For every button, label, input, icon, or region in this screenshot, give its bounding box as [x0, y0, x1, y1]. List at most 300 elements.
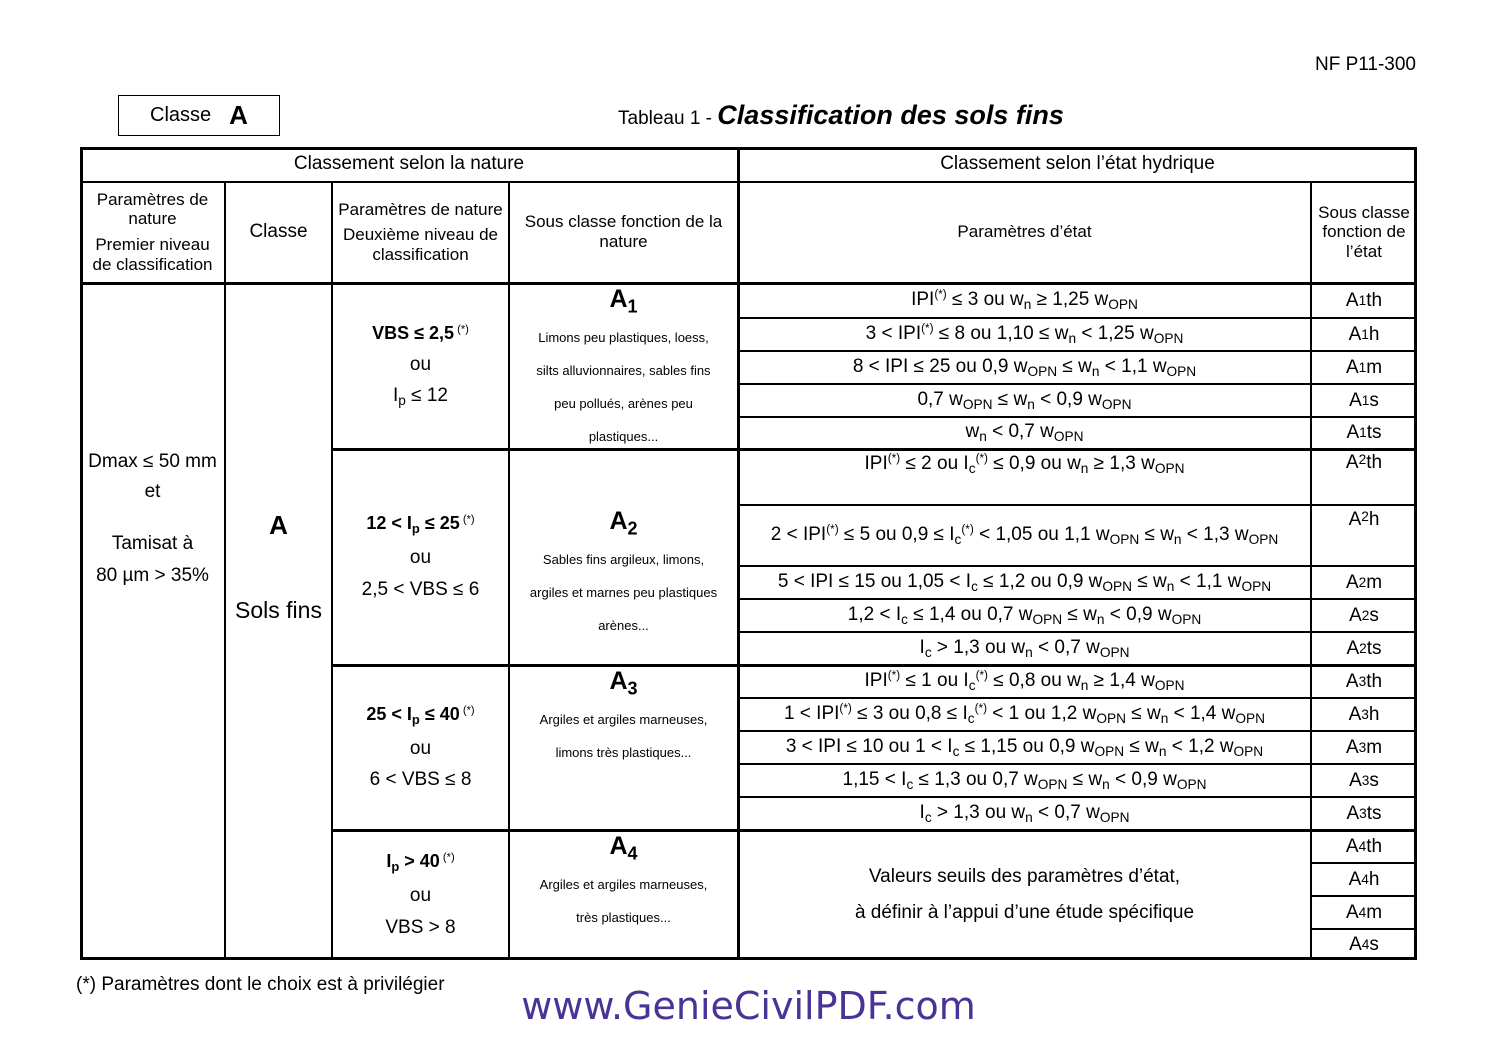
criterion-star: (*)	[454, 323, 469, 336]
state-subclass-index: 2	[1359, 640, 1367, 656]
sous-classe-letter: A	[609, 667, 628, 695]
state-subclass-cell	[1311, 665, 1417, 698]
criterion-main-rest: ≤ 25	[419, 513, 460, 534]
state-subclass-suffix: ts	[1366, 637, 1382, 659]
state-parameter-sup: (*)	[975, 669, 988, 683]
state-parameter-row	[738, 283, 1311, 318]
state-parameter-sup: (*)	[826, 522, 839, 536]
second-level-criteria-1	[332, 283, 509, 449]
sous-classe-nature-2	[509, 449, 738, 665]
state-parameter-text: IPI	[864, 453, 888, 475]
criterion-main	[366, 513, 474, 537]
footnote: (*) Paramètres dont le choix est à privilégier	[76, 974, 445, 995]
state-parameter-text	[865, 669, 1185, 694]
state-parameter-text: w	[965, 421, 980, 443]
col1-title: Paramètres de nature	[96, 189, 209, 229]
criterion-main-text: I	[386, 851, 392, 872]
state-parameter-sub: c	[924, 809, 932, 825]
state-parameter-sub: OPN	[1166, 363, 1197, 379]
criterion-main-sub: p	[391, 859, 400, 875]
state-parameter-text	[771, 522, 1279, 550]
state-subclass-index: 1	[1359, 425, 1367, 441]
state-parameter-sub: OPN	[1153, 331, 1184, 347]
col1-subtitle: Premier niveau de classification	[92, 235, 213, 274]
state-parameter-text: ≤ w	[1057, 355, 1092, 377]
sous-classe-title	[609, 667, 637, 699]
state-parameter-sub: n	[1025, 809, 1033, 825]
sous-classe-nature-3	[509, 665, 738, 830]
state-parameter-sub: OPN	[1096, 711, 1126, 727]
criterion-main	[372, 323, 469, 344]
state-parameter-text: ≥ 1,25 w	[1031, 289, 1109, 311]
state-parameter-text	[848, 604, 1201, 628]
state-parameter-sub: OPN	[1027, 363, 1058, 379]
state-parameter-row	[738, 505, 1311, 566]
state-subclass-suffix: s	[1369, 604, 1379, 626]
state-subclass-suffix: s	[1369, 389, 1379, 411]
sous-classe-index: 4	[627, 843, 638, 864]
state-parameter-sub: OPN	[962, 396, 993, 412]
state-parameter-sub: n	[979, 429, 987, 445]
state-parameter-text	[853, 356, 1196, 380]
state-parameter-text: ≤ 1,15 ou 0,9 w	[959, 735, 1095, 757]
state-parameter-text: ≤ 1 ou I	[900, 670, 969, 692]
state-parameter-text: ≤ 2 ou I	[900, 453, 969, 475]
state-parameter-sub: n	[1027, 396, 1035, 412]
first-level-criteria	[80, 283, 225, 960]
criterion-alt-text: VBS > 8	[385, 916, 456, 938]
col-header-parametres-etat	[738, 181, 1311, 283]
state-subclass-suffix: h	[1368, 323, 1380, 345]
col3-title: Paramètres de nature	[338, 199, 503, 219]
state-parameter-text: < 1,05 ou 1,1 w	[973, 523, 1110, 545]
state-subclass-index: 4	[1358, 904, 1367, 920]
state-parameter-text: ≤ 3 ou w	[946, 289, 1024, 311]
classe-name: Sols fins	[235, 596, 322, 623]
state-parameter-row	[738, 632, 1311, 665]
state-parameter-text	[843, 769, 1207, 793]
state-subclass-cell	[1311, 896, 1417, 929]
state-subclass-letter: A	[1346, 802, 1360, 824]
state-subclass-index: 1	[1361, 392, 1370, 408]
state-parameter-sup: (*)	[961, 522, 974, 536]
state-subclass-index: 3	[1358, 739, 1367, 755]
table-title-text: Classification des sols fins	[717, 100, 1064, 130]
state-subclass-cell	[1311, 797, 1417, 830]
sous-classe-description-line: limons très plastiques...	[555, 745, 692, 761]
state-parameter-text	[920, 802, 1130, 826]
state-parameter-text: 1 < IPI	[783, 703, 840, 725]
state-parameter-sup: (*)	[974, 702, 988, 716]
state-parameter-sup: (*)	[934, 288, 947, 302]
state-subclass-letter: A	[1345, 571, 1359, 593]
sous-classe-index: 2	[627, 518, 638, 539]
sous-classe-title	[609, 285, 637, 317]
sous-classe-letter: A	[609, 507, 628, 535]
criterion-ou: ou	[409, 547, 432, 569]
state-subclass-cell	[1311, 283, 1417, 318]
state-subclass-cell	[1311, 731, 1417, 764]
state-subclass-suffix: m	[1366, 571, 1383, 593]
sous-classe-nature-1	[509, 283, 738, 449]
criterion-alt	[370, 769, 472, 791]
state-parameter-text: I	[919, 801, 925, 823]
sous-classe-letter: A	[609, 832, 628, 860]
state-parameter-text	[866, 322, 1184, 347]
state-subclass-letter: A	[1345, 452, 1359, 473]
state-subclass-index: 2	[1361, 607, 1370, 623]
second-level-criteria-4	[332, 830, 509, 960]
col4-title: Sous classe fonction de la nature	[524, 212, 723, 251]
col-header-sous-classe-etat	[1311, 181, 1417, 283]
criterion-main-sub: p	[411, 711, 420, 727]
criterion-main-rest: ≤ 40	[419, 703, 460, 724]
state-subclass-suffix: s	[1369, 933, 1379, 955]
sous-classe-index: 3	[627, 678, 638, 699]
state-parameter-text: < 0,7 w	[1032, 801, 1100, 823]
state-subclass-index: 4	[1361, 936, 1370, 952]
state-parameter-row	[738, 449, 1311, 505]
col-header-first-level	[80, 181, 225, 283]
state-parameter-sub: c	[968, 678, 976, 694]
norm-reference: NF P11-300	[1314, 54, 1416, 75]
sous-classe-description-line: Argiles et argiles marneuses,	[539, 877, 708, 893]
state-parameter-text: < 0,9 w	[1034, 388, 1102, 410]
state-parameter-text: ≤ w	[1062, 603, 1097, 625]
state-subclass-cell	[1311, 764, 1417, 797]
classe-letter: A	[229, 100, 248, 130]
state-parameter-row	[738, 351, 1311, 384]
state-parameter-sub: c	[901, 611, 908, 627]
state-parameter-row	[738, 384, 1311, 417]
state-subclass-suffix: ts	[1366, 802, 1382, 824]
state-subclass-suffix: h	[1368, 509, 1380, 530]
state-subclass-letter: A	[1349, 769, 1362, 791]
state-subclass-cell	[1311, 505, 1417, 566]
criterion-alt	[385, 917, 455, 939]
state-parameter-sub: n	[1080, 461, 1089, 477]
state-parameter-text: 8 < IPI ≤ 25 ou 0,9 w	[852, 355, 1028, 377]
state-parameter-text: < 1 ou 1,2 w	[987, 703, 1097, 725]
state-subclass-suffix: th	[1366, 289, 1383, 311]
sous-classe-description-line: Argiles et argiles marneuses,	[539, 712, 708, 728]
state-parameter-text: > 1,3 ou w	[931, 801, 1026, 823]
state-parameter-text: ≤ 3 ou 0,8 ≤ I	[851, 703, 968, 725]
col3-subtitle: Deuxième niveau de classification	[343, 225, 498, 264]
state-parameter-text	[778, 571, 1271, 595]
col5-title: Paramètres d’état	[957, 222, 1092, 242]
state-parameter-row	[738, 698, 1311, 731]
state-parameter-text: < 0,7 w	[986, 421, 1054, 443]
sous-classe-letter: A	[609, 285, 628, 313]
criterion-main-rest: > 40	[399, 851, 440, 872]
col6-title: Sous classe fonction de l’état	[1318, 202, 1410, 261]
state-parameter-sub: c	[967, 711, 975, 727]
state-parameter-text: I	[919, 636, 925, 658]
state-parameter-text: ≤ w	[1132, 570, 1167, 592]
criterion-alt-rest: ≤ 12	[405, 385, 448, 407]
state-subclass-index: 1	[1361, 326, 1369, 342]
dmax-criterion: Dmax ≤ 50 mm	[88, 451, 217, 472]
criterion-alt-text: I	[392, 385, 399, 407]
state-subclass-index: 3	[1359, 805, 1367, 821]
state-parameter-text: ≤ w	[1125, 703, 1161, 725]
state-parameter-row	[738, 665, 1311, 698]
state-subclass-suffix: s	[1369, 769, 1379, 791]
state-parameter-sup: (*)	[839, 702, 852, 716]
sous-classe-nature-4	[509, 830, 738, 960]
state-subclass-letter: A	[1348, 703, 1362, 725]
state-subclass-suffix: h	[1368, 703, 1380, 725]
classe-box	[118, 95, 280, 136]
state-subclass-cell	[1311, 632, 1417, 665]
state-parameter-sub: n	[1166, 578, 1175, 594]
state-parameter-sub: n	[1080, 678, 1089, 694]
state-subclass-letter: A	[1348, 509, 1362, 530]
state-parameter-sub: n	[1160, 711, 1169, 727]
state-parameter-text: < 0,9 w	[1109, 768, 1177, 790]
state-subclass-cell	[1311, 417, 1417, 449]
state-subclass-letter: A	[1346, 422, 1360, 444]
state-subclass-suffix: m	[1366, 356, 1383, 378]
state-parameter-text: ≤ w	[992, 388, 1028, 410]
state-parameter-text: ≤ 8 ou 1,10 ≤ w	[933, 323, 1069, 345]
state-parameter-text: 2 < IPI	[770, 523, 827, 545]
state-subclass-letter: A	[1348, 323, 1362, 345]
state-parameter-text	[786, 736, 1263, 760]
state-subclass-index: 4	[1361, 871, 1369, 887]
state-parameter-sub: OPN	[1248, 531, 1279, 547]
state-parameter-sub: n	[1096, 611, 1105, 627]
sous-classe-title	[609, 507, 637, 539]
state-subclass-index: 1	[1358, 359, 1367, 375]
state-parameter-sup: (*)	[887, 452, 901, 465]
state-subclass-suffix: m	[1366, 736, 1383, 758]
state-parameter-text: ≥ 1,3 w	[1088, 453, 1155, 475]
state-subclass-letter: A	[1345, 670, 1359, 692]
state-subclass-letter: A	[1346, 637, 1360, 659]
state-subclass-cell	[1311, 863, 1417, 896]
state-parameter-sub: OPN	[1233, 743, 1264, 759]
criterion-main-text: 12 < I	[366, 513, 412, 534]
state-parameter-sub: OPN	[1032, 611, 1063, 627]
tamisat-criterion: Tamisat à	[111, 532, 194, 554]
state-parameter-text: < 1,25 w	[1076, 323, 1154, 345]
state-parameter-text: < 1,4 w	[1168, 703, 1236, 725]
state-parameter-text: ≤ 0,9 ou w	[987, 453, 1081, 475]
col2-title: Classe	[249, 221, 308, 243]
state-parameter-sub: OPN	[1108, 297, 1138, 313]
state-parameter-text	[965, 421, 1083, 445]
criterion-star: (*)	[459, 704, 475, 717]
state-parameter-text: ≤ w	[1139, 523, 1174, 545]
criterion-main	[366, 704, 474, 728]
state-parameter-sub: OPN	[1053, 429, 1084, 445]
state-parameter-text: ≤ 1,2 ou 0,9 w	[977, 570, 1103, 592]
state-subclass-suffix: th	[1366, 452, 1383, 473]
criterion-ou: ou	[409, 885, 432, 907]
sous-classe-description-line: plastiques...	[588, 429, 659, 445]
state-parameter-text: 1,2 < I	[847, 603, 902, 625]
classe-label: Classe	[150, 104, 212, 126]
state-parameter-row	[738, 566, 1311, 599]
state-parameter-text: 0,7 w	[917, 388, 963, 410]
state-parameter-sub: c	[971, 578, 978, 594]
col-header-sous-classe-nature	[509, 181, 738, 283]
group-header-hydrique	[738, 147, 1417, 181]
state-subclass-letter: A	[1348, 868, 1362, 890]
criterion-alt-text: 2,5 < VBS ≤ 6	[361, 578, 480, 600]
state-subclass-suffix: h	[1368, 868, 1380, 890]
state-subclass-cell	[1311, 449, 1417, 505]
state-subclass-letter: A	[1345, 835, 1359, 857]
state-subclass-letter: A	[1349, 933, 1362, 955]
second-level-criteria-2	[332, 449, 509, 665]
table-title	[618, 100, 1064, 131]
a4-state-line: à définir à l’appui d’une étude spécifique	[854, 902, 1195, 923]
sous-classe-description-line: très plastiques...	[576, 910, 671, 926]
state-parameter-text: ≤ w	[1124, 735, 1159, 757]
state-parameter-sub: c	[954, 531, 962, 547]
state-parameter-sub: OPN	[1235, 711, 1266, 727]
state-subclass-suffix: th	[1366, 670, 1383, 692]
state-parameter-text: < 0,9 w	[1104, 603, 1172, 625]
state-subclass-suffix: m	[1366, 901, 1383, 923]
state-parameter-text: IPI	[864, 670, 888, 692]
state-parameter-sub: n	[1025, 644, 1033, 660]
state-parameter-sup: (*)	[921, 322, 934, 336]
state-subclass-suffix: ts	[1366, 422, 1382, 444]
watermark-link[interactable]: www.GenieCivilPDF.com	[521, 984, 976, 1028]
state-subclass-index: 4	[1358, 838, 1367, 854]
state-parameter-sub: n	[1091, 363, 1100, 379]
state-subclass-cell	[1311, 698, 1417, 731]
criterion-alt	[362, 579, 480, 601]
state-parameter-text	[784, 702, 1265, 727]
state-parameter-sub: n	[1102, 776, 1110, 792]
state-parameter-sub: n	[1173, 531, 1182, 547]
state-parameter-sub: OPN	[1102, 578, 1133, 594]
criterion-ou: ou	[409, 737, 432, 759]
state-parameter-text: ≥ 1,4 w	[1088, 670, 1155, 692]
criterion-star: (*)	[459, 513, 475, 526]
state-subclass-cell	[1311, 929, 1417, 960]
criterion-alt-sub: p	[398, 393, 406, 409]
state-subclass-cell	[1311, 566, 1417, 599]
sous-classe-title	[609, 832, 637, 864]
state-parameter-text: IPI	[911, 289, 935, 311]
state-parameter-sub: OPN	[1241, 578, 1272, 594]
sous-classe-description-line: silts alluvionnaires, sables fins	[536, 363, 711, 379]
state-parameter-text	[911, 288, 1138, 313]
state-subclass-cell	[1311, 351, 1417, 384]
criterion-main	[386, 851, 454, 875]
state-parameter-text: 5 < IPI ≤ 15 ou 1,05 < I	[777, 570, 972, 592]
criterion-star: (*)	[439, 851, 455, 864]
second-level-criteria-3	[332, 665, 509, 830]
state-parameter-sub: OPN	[1094, 743, 1125, 759]
state-parameter-row	[738, 731, 1311, 764]
state-subclass-letter: A	[1349, 389, 1362, 411]
group-header-nature-text: Classement selon la nature	[293, 153, 525, 175]
state-subclass-letter: A	[1349, 604, 1362, 626]
state-parameter-text: ≤ 1,3 ou 0,7 w	[913, 768, 1038, 790]
classification-table	[80, 147, 1417, 960]
criterion-main-text: VBS ≤ 2,5	[372, 322, 455, 343]
state-parameter-text	[865, 452, 1185, 477]
classe-letter-cell: A	[269, 510, 288, 540]
col-header-second-level	[332, 181, 509, 283]
criterion-main-sub: p	[411, 521, 420, 537]
sous-classe-description-line: argiles et marnes peu plastiques	[529, 585, 718, 601]
state-parameter-sup: (*)	[975, 452, 988, 465]
state-subclass-letter: A	[1345, 901, 1359, 923]
state-parameter-sub: OPN	[1099, 644, 1130, 660]
state-parameter-sub: OPN	[1171, 611, 1202, 627]
criterion-alt-text: 6 < VBS ≤ 8	[369, 769, 472, 791]
state-parameter-sub: OPN	[1099, 809, 1130, 825]
state-subclass-cell	[1311, 830, 1417, 863]
state-parameter-text: 3 < IPI ≤ 10 ou 1 < I	[785, 735, 953, 757]
state-parameter-sup: (*)	[887, 669, 901, 683]
state-parameter-sub: OPN	[1154, 461, 1185, 477]
state-subclass-index: 3	[1358, 673, 1367, 689]
classe-cell	[225, 283, 332, 960]
table-prefix: Tableau 1 -	[618, 108, 713, 129]
state-subclass-index: 3	[1361, 772, 1370, 788]
a4-state-parameters	[738, 830, 1311, 960]
state-subclass-cell	[1311, 599, 1417, 632]
state-parameter-text: 3 < IPI	[865, 323, 922, 345]
state-parameter-sub: c	[968, 461, 976, 477]
state-parameter-sub: OPN	[1154, 678, 1185, 694]
group-header-nature	[80, 147, 738, 181]
group-header-hydrique-text: Classement selon l’état hydrique	[940, 153, 1215, 175]
state-subclass-letter: A	[1345, 289, 1359, 311]
state-parameter-sub: n	[1158, 743, 1167, 759]
state-parameter-text: < 1,3 w	[1181, 523, 1249, 545]
state-subclass-cell	[1311, 384, 1417, 417]
sous-classe-description-line: Limons peu plastiques, loess,	[538, 330, 709, 346]
state-parameter-sub: c	[952, 743, 960, 759]
a4-state-line: Valeurs seuils des paramètres d’état,	[868, 866, 1181, 888]
state-subclass-letter: A	[1345, 736, 1359, 758]
criterion-alt	[393, 385, 448, 409]
state-parameter-row	[738, 599, 1311, 632]
state-parameter-text: > 1,3 ou w	[931, 636, 1026, 658]
state-parameter-text: < 1,2 w	[1166, 735, 1234, 757]
sous-classe-description-line: peu pollués, arènes peu	[554, 396, 693, 412]
state-parameter-text: ≤ 1,4 ou 0,7 w	[908, 603, 1033, 625]
state-subclass-index: 2	[1358, 574, 1367, 590]
state-parameter-sub: c	[924, 644, 932, 660]
state-subclass-suffix: th	[1366, 835, 1383, 857]
state-parameter-text: ≤ 0,8 ou w	[987, 670, 1081, 692]
sous-classe-index: 1	[627, 296, 638, 317]
state-parameter-row	[738, 764, 1311, 797]
state-parameter-sub: OPN	[1109, 531, 1140, 547]
state-parameter-row	[738, 318, 1311, 351]
state-parameter-text	[920, 637, 1130, 661]
state-parameter-sub: n	[1068, 331, 1077, 347]
state-parameter-text: < 1,1 w	[1099, 355, 1167, 377]
state-parameter-sub: OPN	[1037, 776, 1068, 792]
state-parameter-text: ≤ w	[1067, 768, 1103, 790]
tamisat-value: 80 µm > 35%	[96, 564, 209, 586]
state-parameter-text: 1,15 < I	[842, 768, 907, 790]
state-parameter-text: < 0,7 w	[1032, 636, 1100, 658]
state-parameter-row	[738, 417, 1311, 449]
